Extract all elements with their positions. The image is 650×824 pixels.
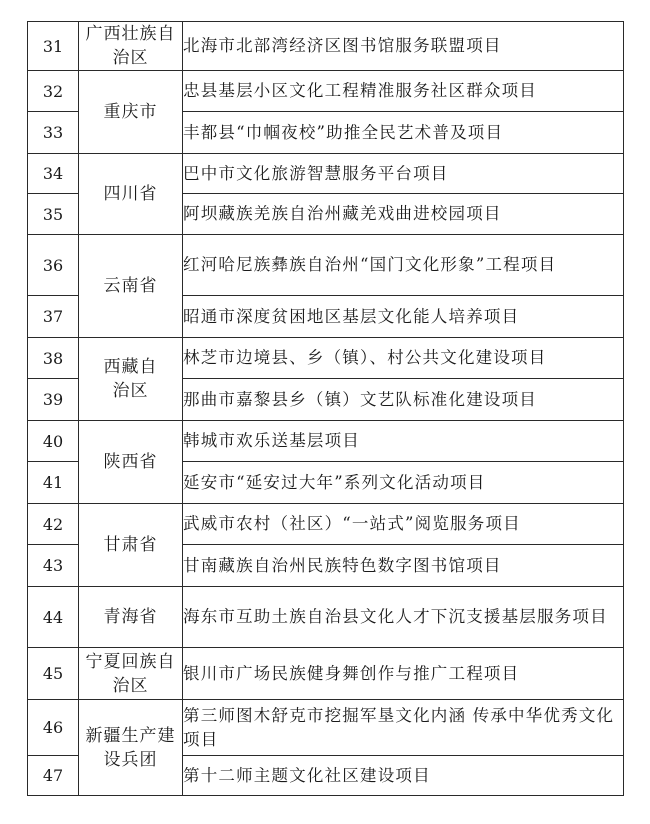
project-cell: 武威市农村（社区）“一站式”阅览服务项目	[183, 504, 624, 545]
row-number: 37	[28, 296, 79, 338]
row-number: 36	[28, 235, 79, 296]
project-cell: 银川市广场民族健身舞创作与推广工程项目	[183, 648, 624, 700]
table-row	[28, 22, 624, 71]
table-row	[28, 235, 624, 296]
project-cell: 红河哈尼族彝族自治州“国门文化形象”工程项目	[183, 235, 624, 296]
row-number: 45	[28, 648, 79, 700]
table-row	[28, 154, 624, 194]
region-cell: 新疆生产建设兵团	[79, 700, 183, 796]
row-number: 44	[28, 587, 79, 648]
row-number: 31	[28, 22, 79, 71]
row-number: 35	[28, 194, 79, 235]
region-cell: 云南省	[79, 235, 183, 338]
table-row	[28, 648, 624, 700]
row-number: 42	[28, 504, 79, 545]
row-number: 32	[28, 71, 79, 112]
table-row	[28, 338, 624, 379]
table-row	[28, 504, 624, 545]
project-cell: 甘南藏族自治州民族特色数字图书馆项目	[183, 545, 624, 587]
region-cell: 重庆市	[79, 71, 183, 154]
project-cell: 林芝市边境县、乡（镇）、村公共文化建设项目	[183, 338, 624, 379]
region-cell: 广西壮族自治区	[79, 22, 183, 71]
row-number: 41	[28, 462, 79, 504]
project-cell: 昭通市深度贫困地区基层文化能人培养项目	[183, 296, 624, 338]
project-cell: 巴中市文化旅游智慧服务平台项目	[183, 154, 624, 194]
row-number: 43	[28, 545, 79, 587]
project-cell: 忠县基层小区文化工程精准服务社区群众项目	[183, 71, 624, 112]
region-cell: 青海省	[79, 587, 183, 648]
project-cell: 第三师图木舒克市挖掘军垦文化内涵 传承中华优秀文化项目	[183, 700, 624, 756]
project-cell: 海东市互助土族自治县文化人才下沉支援基层服务项目	[183, 587, 624, 648]
row-number: 47	[28, 756, 79, 796]
row-number: 40	[28, 421, 79, 462]
project-cell: 那曲市嘉黎县乡（镇）文艺队标准化建设项目	[183, 379, 624, 421]
row-number: 38	[28, 338, 79, 379]
table-row	[28, 700, 624, 756]
region-cell: 甘肃省	[79, 504, 183, 587]
region-cell: 宁夏回族自治区	[79, 648, 183, 700]
project-cell: 延安市“延安过大年”系列文化活动项目	[183, 462, 624, 504]
region-cell: 西藏自治区	[79, 338, 183, 421]
project-cell: 北海市北部湾经济区图书馆服务联盟项目	[183, 22, 624, 71]
project-table	[27, 21, 624, 796]
table-row	[28, 71, 624, 112]
row-number: 46	[28, 700, 79, 756]
table-row	[28, 587, 624, 648]
region-cell: 四川省	[79, 154, 183, 235]
project-cell: 第十二师主题文化社区建设项目	[183, 756, 624, 796]
row-number: 39	[28, 379, 79, 421]
table-row	[28, 421, 624, 462]
project-cell: 韩城市欢乐送基层项目	[183, 421, 624, 462]
project-cell: 阿坝藏族羌族自治州藏羌戏曲进校园项目	[183, 194, 624, 235]
region-cell: 陕西省	[79, 421, 183, 504]
row-number: 34	[28, 154, 79, 194]
project-cell: 丰都县“巾帼夜校”助推全民艺术普及项目	[183, 112, 624, 154]
row-number: 33	[28, 112, 79, 154]
